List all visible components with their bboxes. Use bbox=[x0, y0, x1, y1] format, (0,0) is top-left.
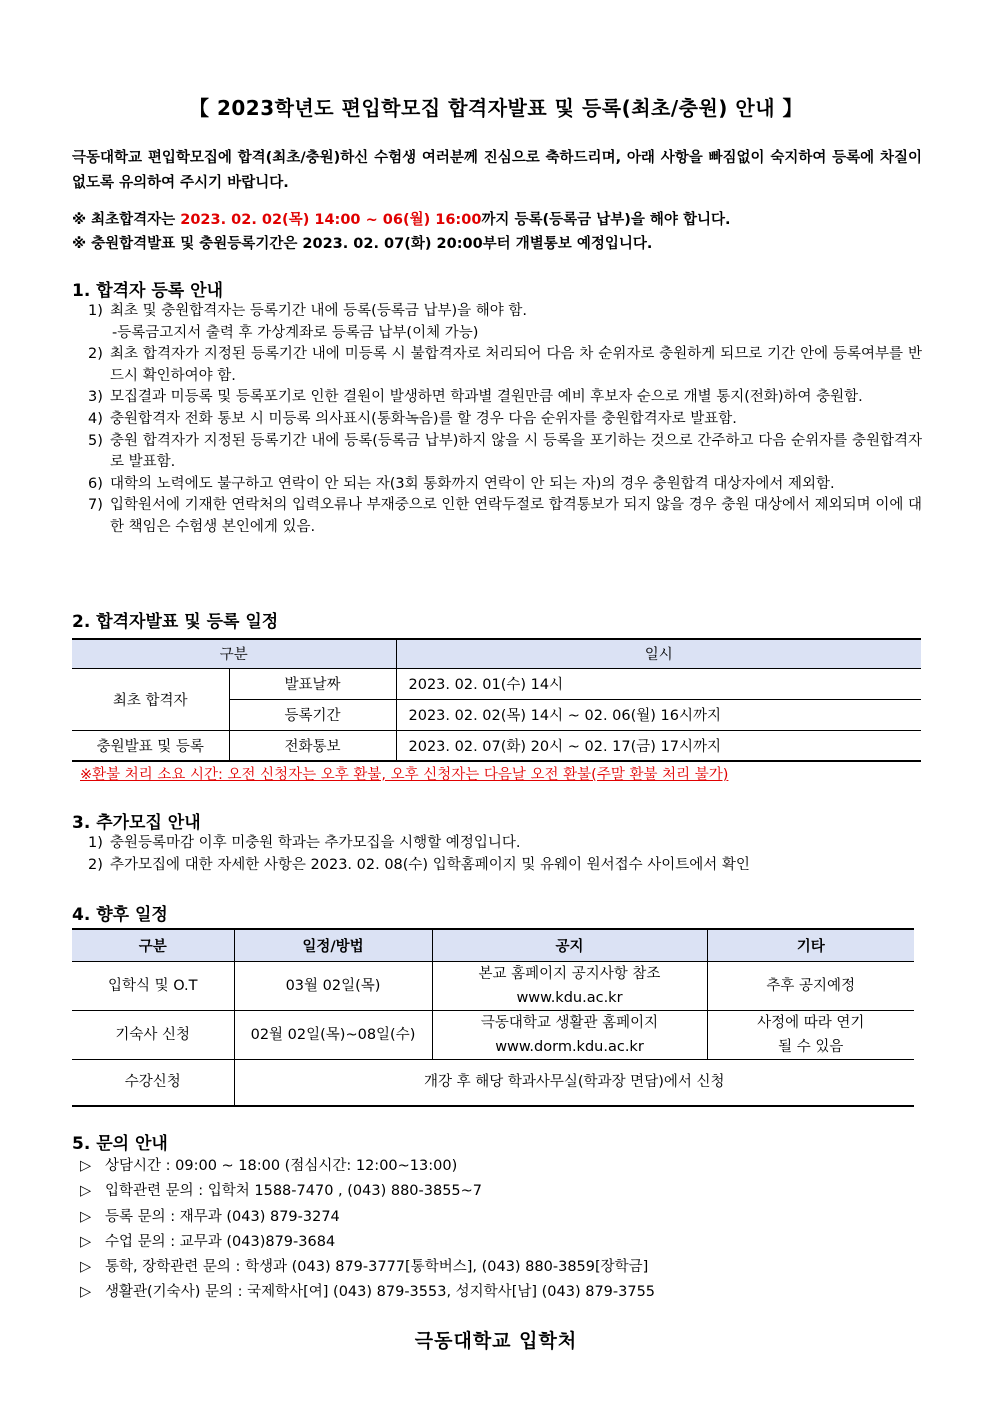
notice-first-admission bbox=[72, 208, 932, 232]
list-item: ▷ 생활관(기숙사) 문의 : 국제학사[여] (043) 879-3553, 성지학사[남] (043) 879-3755 bbox=[80, 1280, 655, 1305]
list-item: ▷ 수업 문의 : 교무과 (043)879-3684 bbox=[80, 1230, 655, 1255]
section4-heading: 4. 향후 일정 bbox=[72, 905, 168, 925]
arrow-icon: ▷ bbox=[80, 1259, 92, 1276]
table-cell: 충원발표 및 등록 bbox=[72, 730, 229, 761]
table-cell: 2023. 02. 07(화) 20시 ~ 02. 17(금) 17시까지 bbox=[396, 730, 921, 761]
arrow-icon: ▷ bbox=[80, 1183, 92, 1200]
table-header: 구분 bbox=[72, 639, 396, 668]
list-item: 7) 입학원서에 기재한 연락처의 입력오류나 부재중으로 인한 연락두절로 합격통보가 되지 않을 경우 충원 대상에서 제외되며 이에 대한 책임은 수험생 본인에게 있음. bbox=[88, 497, 922, 535]
table-header: 일정/방법 bbox=[234, 929, 432, 961]
website-link: www.kdu.ac.kr bbox=[516, 989, 623, 1006]
section1-list bbox=[88, 301, 922, 539]
list-item: ▷ 입학관련 문의 : 입학처 1588-7470 , (043) 880-3855~7 bbox=[80, 1179, 655, 1204]
list-item: ▷ 통학, 장학관련 문의 : 학생과 (043) 879-3777[통학버스], (043) 880-3859[장학금] bbox=[80, 1255, 655, 1280]
list-item: ▷ 상담시간 : 09:00 ~ 18:00 (점심시간: 12:00~13:00) bbox=[80, 1154, 655, 1179]
website-link: www.dorm.kdu.ac.kr bbox=[495, 1038, 644, 1055]
section1-heading: 1. 합격자 등록 안내 bbox=[72, 281, 223, 301]
refund-note: ※환불 처리 소요 시간: 오전 신청자는 오후 환불, 오후 신청자는 다음날 오전 환불(주말 환불 처리 불가) bbox=[80, 767, 729, 783]
notice-prefix: ※ 최초합격자는 bbox=[72, 212, 181, 228]
section2-heading: 2. 합격자발표 및 등록 일정 bbox=[72, 612, 279, 632]
table-header: 일시 bbox=[396, 639, 921, 668]
table-cell: 2023. 02. 02(목) 14시 ~ 02. 06(월) 16시까지 bbox=[396, 699, 921, 730]
section5-heading: 5. 문의 안내 bbox=[72, 1134, 168, 1154]
future-schedule-table bbox=[72, 928, 914, 1107]
table-cell: 발표날짜 bbox=[229, 668, 396, 699]
table-header: 구분 bbox=[72, 929, 234, 961]
list-item: ▷ 등록 문의 : 재무과 (043) 879-3274 bbox=[80, 1205, 655, 1230]
table-cell: 수강신청 bbox=[72, 1059, 234, 1106]
notice-waitlist: ※ 충원합격발표 및 충원등록기간은 2023. 02. 07(화) 20:00부터 개별통보 예정입니다. bbox=[72, 236, 653, 252]
table-cell: 기숙사 신청 bbox=[72, 1010, 234, 1059]
arrow-icon: ▷ bbox=[80, 1208, 92, 1225]
list-item: 6) 대학의 노력에도 불구하고 연락이 안 되는 자(3회 통화까지 연락이 안 되는 자)의 경우 충원합격 대상자에서 제외함. bbox=[88, 475, 835, 492]
arrow-icon: ▷ bbox=[80, 1158, 92, 1174]
table-cell: 등록기간 bbox=[229, 699, 396, 730]
list-item: 4) 충원합격자 전화 통보 시 미등록 의사표시(통화녹음)를 할 경우 다음 순위자를 충원합격자로 발표함. bbox=[88, 410, 737, 427]
contact-list bbox=[80, 1154, 655, 1306]
section3-list bbox=[88, 833, 922, 876]
arrow-icon: ▷ bbox=[80, 1233, 92, 1250]
notice-highlight-date: 2023. 02. 02(목) 14:00 ~ 06(월) 16:00 bbox=[180, 212, 482, 228]
footer-signature: 극동대학교 입학처 bbox=[414, 1330, 578, 1352]
table-cell: 02월 02일(목)~08일(수) bbox=[234, 1010, 432, 1059]
intro-paragraph: 극동대학교 편입학모집에 합격(최초/충원)하신 수험생 여러분께 진심으로 축하드리며, 아래 사항을 빠짐없이 숙지하여 등록에 차질이 없도록 유의하여 주시기 바랍니다. bbox=[72, 150, 922, 191]
section3-heading: 3. 추가모집 안내 bbox=[72, 813, 201, 833]
page-title: 【 2023학년도 편입학모집 합격자발표 및 등록(최초/충원) 안내 】 bbox=[188, 96, 804, 120]
table-cell: 03월 02일(목) bbox=[234, 961, 432, 1010]
table-header: 공지 bbox=[432, 929, 707, 961]
table-cell: 최초 합격자 bbox=[72, 668, 229, 730]
table-cell: 개강 후 해당 학과사무실(학과장 면담)에서 신청 bbox=[234, 1059, 914, 1106]
table-cell: 사정에 따라 연기 될 수 있음 bbox=[707, 1010, 914, 1059]
table-cell: 극동대학교 생활관 홈페이지 www.dorm.kdu.ac.kr bbox=[432, 1010, 707, 1059]
schedule-table bbox=[72, 638, 921, 762]
list-item: 2) 추가모집에 대한 자세한 사항은 2023. 02. 08(수) 입학홈페이지 및 유웨이 원서접수 사이트에서 확인 bbox=[88, 856, 750, 873]
table-cell: 전화통보 bbox=[229, 730, 396, 761]
list-item: 1) 최초 및 충원합격자는 등록기간 내에 등록(등록금 납부)을 해야 함. bbox=[88, 303, 527, 319]
notice-suffix: 까지 등록(등록금 납부)을 해야 합니다. bbox=[481, 212, 731, 228]
table-header: 기타 bbox=[707, 929, 914, 961]
list-item: 1) 충원등록마감 이후 미충원 학과는 추가모집을 시행할 예정입니다. bbox=[88, 835, 521, 851]
table-cell: 2023. 02. 01(수) 14시 bbox=[396, 668, 921, 699]
list-item: 5) 충원 합격자가 지정된 등록기간 내에 등록(등록금 납부)하지 않을 시 등록을 포기하는 것으로 간주하고 다음 순위자를 충원합격자로 발표함. bbox=[88, 432, 922, 471]
list-item: 3) 모집결과 미등록 및 등록포기로 인한 결원이 발생하면 학과별 결원만큼 예비 후보자 순으로 개별 통지(전화)하여 충원함. bbox=[88, 389, 863, 406]
arrow-icon: ▷ bbox=[80, 1284, 92, 1301]
list-item: 2) 최초 합격자가 지정된 등록기간 내에 미등록 시 불합격자로 처리되어 다음 차 순위자로 충원하게 되므로 기간 안에 등록여부를 반드시 확인하여야 함. bbox=[88, 346, 922, 384]
table-cell: 추후 공지예정 bbox=[707, 961, 914, 1010]
table-cell: 입학식 및 O.T bbox=[72, 961, 234, 1010]
list-subitem: -등록금고지서 출력 후 가상계좌로 등록금 납부(이체 가능) bbox=[112, 324, 479, 341]
table-cell: 본교 홈페이지 공지사항 참조 www.kdu.ac.kr bbox=[432, 961, 707, 1010]
